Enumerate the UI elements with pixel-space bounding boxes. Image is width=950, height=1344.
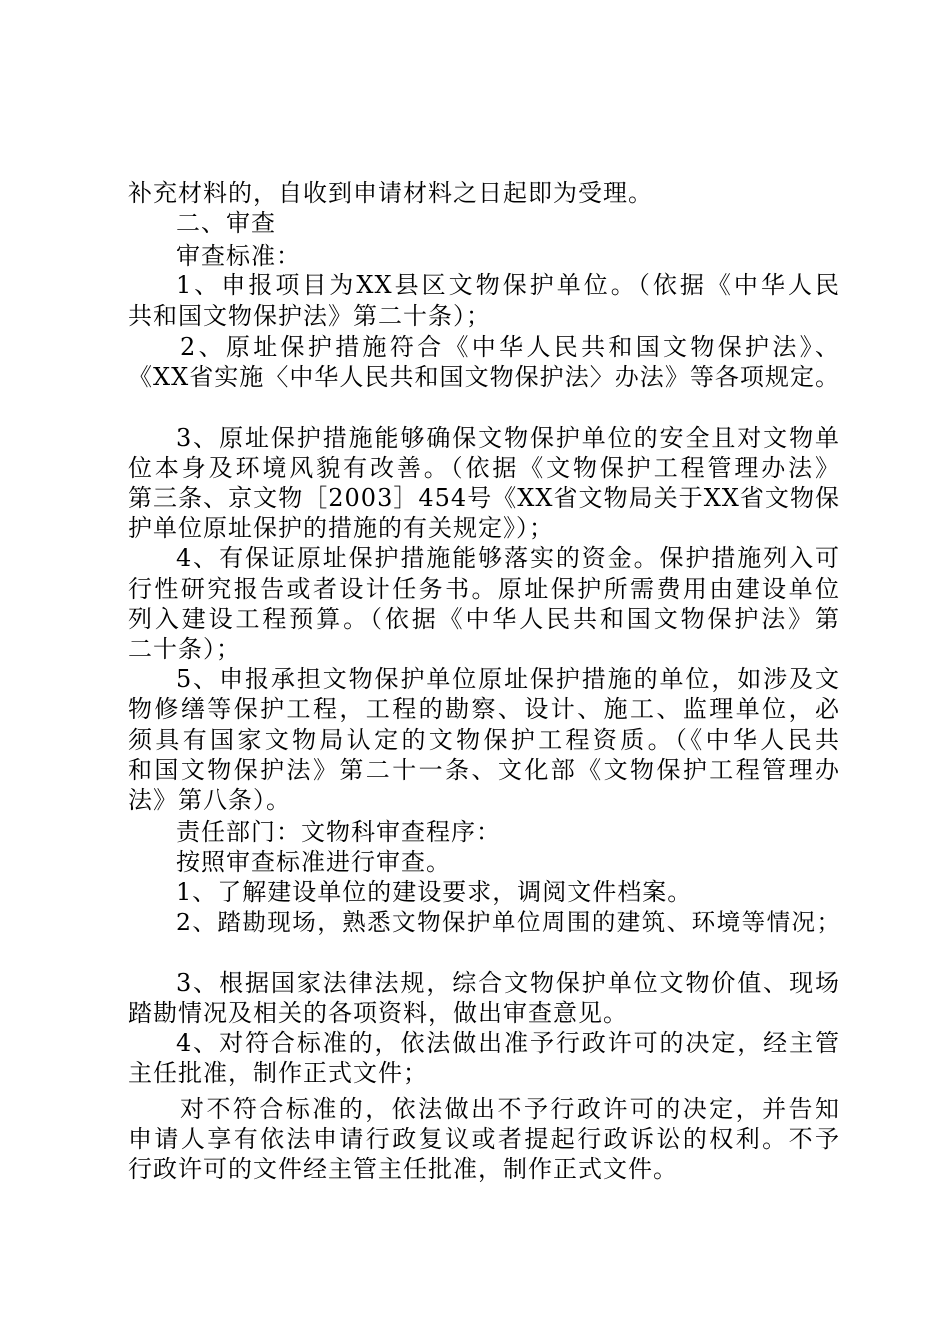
text-line-6: 2、原址保护措施符合《中华人民共和国文物保护法》、 — [180, 333, 840, 361]
text-line-22: 按照审查标准进行审查。 — [176, 848, 451, 876]
text-line-15: 二十条）； — [128, 635, 241, 663]
text-line-30: 申请人享有依法申请行政复议或者提起行政诉讼的权利。不予 — [128, 1125, 840, 1153]
text-line-23: 1、了解建设单位的建设要求，调阅文件档案。 — [176, 878, 693, 906]
text-line-29: 对不符合标准的，依法做出不予行政许可的决定，并告知 — [180, 1095, 840, 1123]
text-line-5: 共和国文物保护法》第二十条）； — [128, 302, 491, 330]
text-line-13: 行性研究报告或者设计任务书。原址保护所需费用由建设单位 — [128, 575, 840, 603]
text-line-1: 补充材料的，自收到申请材料之日起即为受理。 — [128, 179, 653, 207]
text-line-24: 2、踏勘现场，熟悉文物保护单位周围的建筑、环境等情况； — [176, 908, 840, 936]
text-line-12: 4、有保证原址保护措施能够落实的资金。保护措施列入可 — [176, 544, 840, 572]
text-line-28: 主任批准，制作正式文件； — [128, 1059, 428, 1087]
text-line-19: 和国文物保护法》第二十一条、文化部《文物保护工程管理办 — [128, 756, 840, 784]
text-line-11: 护单位原址保护的措施的有关规定》）； — [128, 514, 554, 542]
text-line-7: 《XX省实施〈中华人民共和国文物保护法〉办法》等各项规定。 — [128, 363, 840, 391]
text-line-9: 位本身及环境风貌有改善。（依据《文物保护工程管理办法》 — [128, 454, 840, 482]
text-line-26: 踏勘情况及相关的各项资料，做出审查意见。 — [128, 999, 628, 1027]
text-line-31: 行政许可的文件经主管主任批准，制作正式文件。 — [128, 1155, 678, 1183]
section-heading-review: 二、审查 — [176, 209, 276, 237]
text-line-17: 物修缮等保护工程，工程的勘察、设计、施工、监理单位，必 — [128, 695, 840, 723]
text-line-25: 3、根据国家法律法规，综合文物保护单位文物价值、现场 — [176, 969, 840, 997]
text-line-21: 责任部门：文物科审查程序： — [176, 818, 501, 846]
text-line-4: 1、申报项目为XX县区文物保护单位。（依据《中华人民 — [176, 271, 840, 299]
subheading-review-standards: 审查标准： — [176, 242, 301, 270]
text-line-8: 3、原址保护措施能够确保文物保护单位的安全且对文物单 — [176, 424, 840, 452]
text-line-18: 须具有国家文物局认定的文物保护工程资质。（《中华人民共 — [128, 726, 840, 754]
text-line-10: 第三条、京文物［2003］454号《XX省文物局关于XX省文物保 — [128, 484, 840, 512]
text-line-27: 4、对符合标准的，依法做出准予行政许可的决定，经主管 — [176, 1029, 840, 1057]
text-line-20: 法》第八条）。 — [128, 786, 291, 814]
text-line-16: 5、申报承担文物保护单位原址保护措施的单位，如涉及文 — [176, 665, 840, 693]
text-line-14: 列入建设工程预算。（依据《中华人民共和国文物保护法》第 — [128, 605, 840, 633]
